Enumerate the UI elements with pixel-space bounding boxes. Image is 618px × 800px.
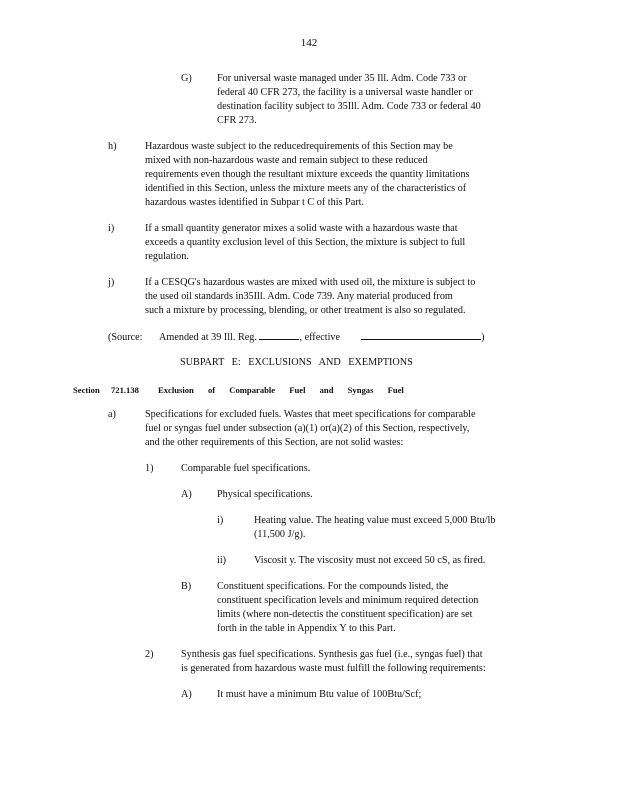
item-G-line: For universal waste managed under 35 Ill. Adm. Code 733 or xyxy=(217,73,467,84)
page-number: 142 xyxy=(300,37,318,49)
source-text-effective: , effective xyxy=(299,332,341,343)
item-label-a1A: A) xyxy=(181,489,192,500)
item-a-line: fuel or syngas fuel under subsection (a)(1) or(a)(2) of this Section, respectively, xyxy=(145,423,470,434)
item-label-a1: 1) xyxy=(145,463,154,474)
item-h-line: identified in this Section, unless the mixture meets any of the characteristics of xyxy=(145,183,467,194)
item-a2-line: Synthesis gas fuel specifications. Synthesis gas fuel (i.e., syngas fuel) that xyxy=(181,649,483,660)
item-j-line: If a CESQG's hazardous wastes are mixed with used oil, the mixture is subject to xyxy=(145,277,476,288)
item-G-line: CFR 273. xyxy=(217,115,257,126)
item-a1Aii-text: Viscosit y. The viscosity must not exceed 50 cS, as fired. xyxy=(254,555,486,566)
item-label-a: a) xyxy=(108,409,116,420)
item-a1B-line: limits (where non-detectis the constituent specification) are set xyxy=(217,609,473,620)
reg-blank xyxy=(259,330,299,340)
item-label-a2: 2) xyxy=(145,649,154,660)
section-word: Section xyxy=(73,385,100,395)
item-h-line: hazardous wastes identified in Subpar t C of this Part. xyxy=(145,197,364,208)
item-a1B-line: Constituent specifications. For the compounds listed, the xyxy=(217,581,449,592)
effective-date-blank xyxy=(361,330,481,340)
item-a2-line: is generated from hazardous waste must fulfill the following requirements: xyxy=(181,663,486,674)
item-G-line: federal 40 CFR 273, the facility is a universal waste handler or xyxy=(217,87,473,98)
item-label-a1Ai: i) xyxy=(217,515,224,526)
item-a1-text: Comparable fuel specifications. xyxy=(181,463,311,474)
item-a-line: Specifications for excluded fuels. Wastes that meet specifications for comparable xyxy=(145,409,476,420)
item-label-a1B: B) xyxy=(181,581,192,592)
source-close: ) xyxy=(481,332,485,343)
item-G-line: destination facility subject to 35Ill. Adm. Code 733 or federal 40 xyxy=(217,101,481,112)
subpart-heading: SUBPART E: EXCLUSIONS AND EXEMPTIONS xyxy=(180,357,413,368)
item-label-i: i) xyxy=(108,223,115,234)
item-a1A-text: Physical specifications. xyxy=(217,489,313,500)
item-label-a1Aii: ii) xyxy=(217,555,227,566)
item-h-line: mixed with non-hazardous waste and remain subject to these reduced xyxy=(145,155,428,166)
item-a1B-line: constituent specification levels and minimum required detection xyxy=(217,595,479,606)
section-title: Exclusion of Comparable Fuel and Syngas Fuel xyxy=(158,385,404,395)
item-label-a2A: A) xyxy=(181,689,192,700)
source-note xyxy=(108,330,485,345)
item-a1B-line: forth in the table in Appendix Y to this Part. xyxy=(217,623,396,634)
source-label: (Source: xyxy=(108,332,143,343)
item-h-line: Hazardous waste subject to the reducedrequirements of this Section may be xyxy=(145,141,453,152)
item-label-G: G) xyxy=(181,73,192,84)
item-label-h: h) xyxy=(108,141,117,152)
item-label-j: j) xyxy=(108,277,115,288)
item-a1Ai-line: Heating value. The heating value must exceed 5,000 Btu/lb xyxy=(254,515,496,526)
source-text: Amended at 39 Ill. Reg. xyxy=(159,332,257,343)
item-i-line: exceeds a quantity exclusion level of this Section, the mixture is subject to full xyxy=(145,237,466,248)
item-a2A-text: It must have a minimum Btu value of 100Btu/Scf; xyxy=(217,689,422,700)
item-a-line: and the other requirements of this Section, are not solid wastes: xyxy=(145,437,404,448)
section-number: 721.138 xyxy=(111,385,139,395)
item-j-line: the used oil standards in35Ill. Adm. Code 739. Any material produced from xyxy=(145,291,453,302)
item-h-line: requirements even though the resultant mixture exceeds the quantity limitations xyxy=(145,169,470,180)
item-j-line: such a mixture by processing, blending, or other treatment is also so regulated. xyxy=(145,305,466,316)
item-i-line: If a small quantity generator mixes a solid waste with a hazardous waste that xyxy=(145,223,458,234)
item-i-line: regulation. xyxy=(145,251,189,262)
item-a1Ai-line: (11,500 J/g). xyxy=(254,529,306,540)
